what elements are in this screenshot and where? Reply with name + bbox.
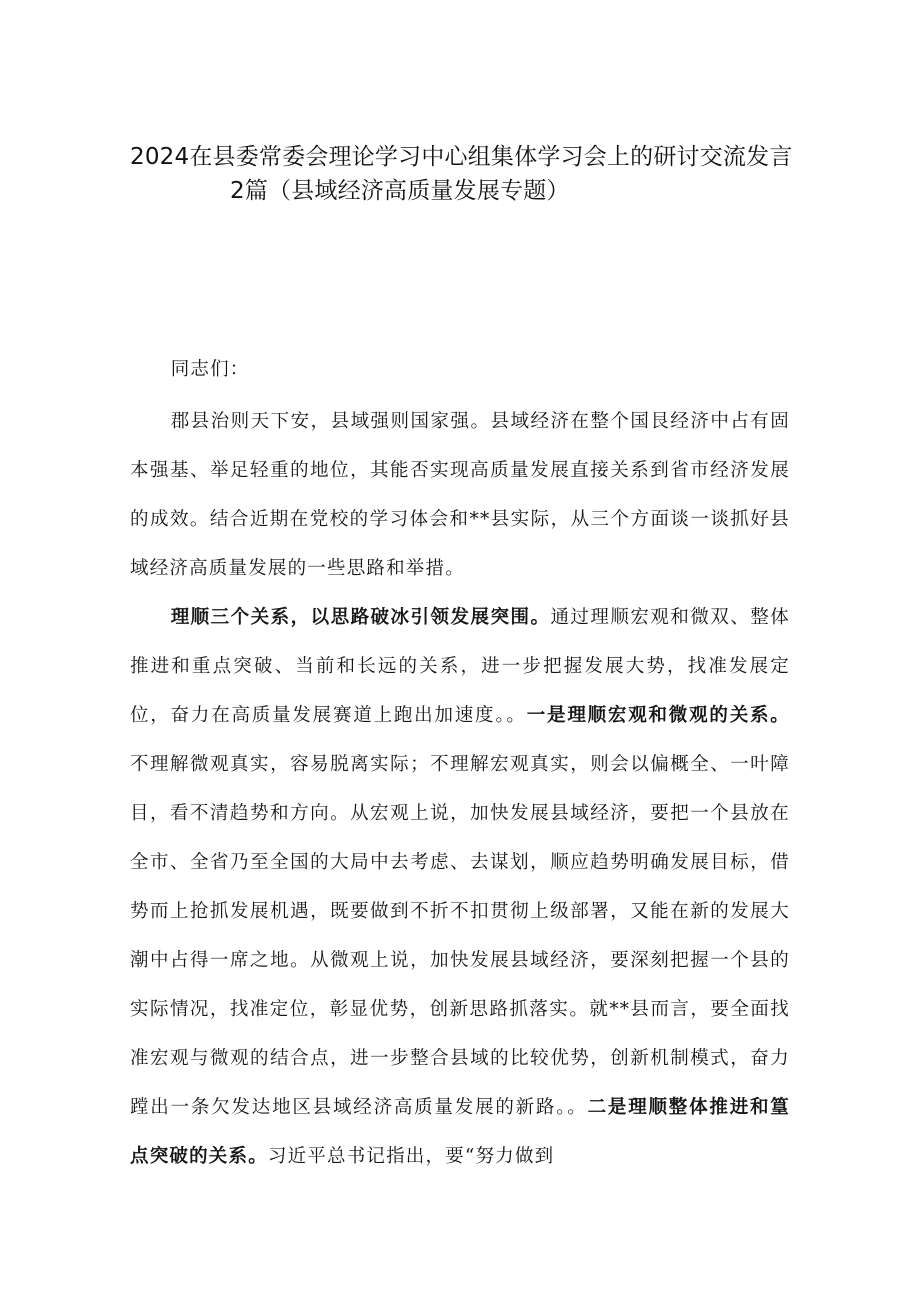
title-line-2: 2篇（县域经济高质量发展专题）: [230, 178, 570, 204]
section-text-3: 习近平总书记指出，要“努力做到: [267, 1146, 555, 1167]
point-2-heading: 二是理顺整体推进和篁点突破的关系。: [130, 1097, 790, 1167]
section-text-2: 不理解微观真实，容易脱离实际；不理解宏观真实，则会以偏概全、一叶障目，看不清趋势和方向。从宏观上说，加快发展县域经济，要把一个县放在全市、全省乃至全国的大局中去考虑、去谋划，顺应趋势明确发展目标，借势而上抢抓发展机遇，既要做到不折不扣贯彻上级部署，又能在新的发展大潮中占得一席之地。从微观上说，加快发展县域经济，要深刻把握一个县的实际情况，找准定位，彰显优势，创新思路抓落实。就**县而言，要全面找准宏观与微观的结合点，进一步整合县域的比较优势，创新机制模式，奋力蹚出一条欠发达地区县域经济高质量发展的新路。。: [130, 754, 790, 1118]
section-heading: 理顺三个关系，以思路破冰引领发展突围。: [170, 607, 551, 628]
section-text-1: 通过理顺宏观和微双、整体推进和重点突破、当前和长远的关系，进一步把握发展大势，找准发展定位，奋力在高质量发展赛道上跑出加速度。。: [130, 607, 790, 726]
paragraph-relations: [130, 593, 790, 1181]
point-1-heading: 一是理顺宏观和微观的关系。: [526, 705, 790, 726]
document-title: [130, 140, 810, 208]
paragraph-intro: 郡县治则天下安，县域强则国家强。县域经济在整个国艮经济中占有固本强基、举足轻重的地位，其能否实现高质量发展直接关系到省市经济发展的成效。结合近期在党校的学习体会和**县实际，从三个方面谈一谈抓好县域经济高质量发展的一些思路和举措。: [130, 411, 790, 579]
title-line-1: 2024在县委常委会理论学习中心组集体学习会上的研讨交流发言: [130, 144, 793, 170]
salutation: 同志们：: [170, 359, 250, 380]
